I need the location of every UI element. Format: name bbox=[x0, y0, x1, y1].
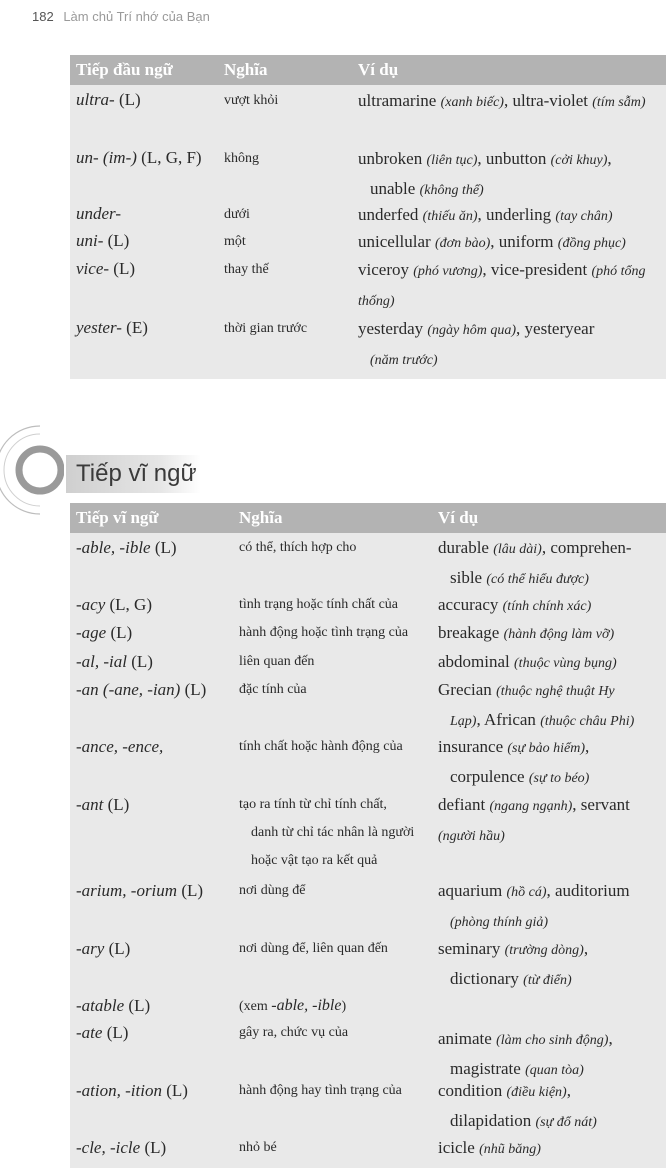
column-header-suffix: Tiếp vĩ ngữ bbox=[76, 508, 159, 527]
column-header-example: Ví dụ bbox=[358, 60, 399, 79]
example-cell: defiant (ngang ngạnh), servant (người hầu) bbox=[438, 795, 630, 844]
affix-cell: -acy (L, G) bbox=[76, 595, 152, 614]
column-header-prefix: Tiếp đầu ngữ bbox=[76, 60, 173, 79]
meaning-cell: vượt khỏi bbox=[224, 93, 279, 108]
affix-cell: -ant (L) bbox=[76, 795, 130, 814]
affix-cell: -age (L) bbox=[76, 623, 133, 642]
affix-cell: vice- (L) bbox=[76, 259, 135, 278]
affix-cell: -ary (L) bbox=[76, 939, 131, 958]
affix-cell: -cle, -icle (L) bbox=[76, 1138, 167, 1157]
table-header bbox=[70, 55, 666, 85]
meaning-cell: nơi dùng để bbox=[239, 883, 306, 898]
meaning-cell: đặc tính của bbox=[239, 682, 307, 697]
page-header bbox=[32, 9, 210, 24]
example-cell: ultramarine (xanh biếc), ultra-violet (tím sẫm) bbox=[358, 91, 646, 110]
meaning-cell: không bbox=[224, 151, 259, 166]
example-cell: unicellular (đơn bào), uniform (đồng phục) bbox=[358, 232, 626, 251]
meaning-cell: liên quan đến bbox=[239, 654, 315, 669]
meaning-cell: tạo ra tính từ chỉ tính chất, danh từ chỉ tác nhân là người hoặc vật tạo ra kết quả bbox=[239, 797, 415, 868]
running-title: Làm chủ Trí nhớ của Bạn bbox=[63, 9, 210, 24]
section-title: Tiếp vĩ ngữ bbox=[66, 455, 201, 493]
meaning-cell: (xem -able, -ible) bbox=[239, 997, 347, 1014]
affix-cell: -atable (L) bbox=[76, 996, 151, 1015]
affix-cell: -ance, -ence, bbox=[76, 737, 164, 756]
column-header-example: Ví dụ bbox=[438, 508, 479, 527]
meaning-cell: thời gian trước bbox=[224, 321, 308, 336]
example-cell: durable (lâu dài), comprehen- sible (có thể hiểu được) bbox=[438, 538, 632, 587]
example-cell: Grecian (thuộc nghệ thuật Hy Lạp), African (thuộc châu Phi) bbox=[438, 680, 635, 729]
example-cell: insurance (sự bảo hiểm), corpulence (sự to béo) bbox=[438, 737, 590, 786]
column-header-meaning: Nghĩa bbox=[224, 60, 268, 79]
meaning-cell: hành động hoặc tình trạng của bbox=[239, 625, 409, 640]
meaning-cell: tính chất hoặc hành động của bbox=[239, 739, 403, 754]
example-cell: breakage (hành động làm vỡ) bbox=[438, 623, 615, 642]
affix-cell: -able, -ible (L) bbox=[76, 538, 177, 557]
affix-cell: -an (-ane, -ian) (L) bbox=[76, 680, 207, 699]
affix-cell: -ate (L) bbox=[76, 1023, 129, 1042]
page-number: 182 bbox=[32, 9, 54, 24]
affix-cell: -ation, -ition (L) bbox=[76, 1081, 188, 1100]
section-circle-icon bbox=[0, 420, 64, 520]
meaning-cell: có thể, thích hợp cho bbox=[239, 540, 357, 555]
example-cell: seminary (trường dòng), dictionary (từ điển) bbox=[438, 939, 589, 988]
example-cell: abdominal (thuộc vùng bụng) bbox=[438, 652, 617, 671]
meaning-cell: nhỏ bé bbox=[239, 1140, 277, 1155]
example-cell: animate (làm cho sinh động), magistrate (quan tòa) bbox=[438, 1029, 613, 1078]
affix-cell: ultra- (L) bbox=[76, 90, 141, 109]
meaning-cell: hành động hay tình trạng của bbox=[239, 1083, 402, 1098]
affix-cell: -al, -ial (L) bbox=[76, 652, 153, 671]
example-cell: underfed (thiếu ăn), underling (tay chân) bbox=[358, 205, 613, 224]
example-cell: condition (điều kiện), dilapidation (sự đổ nát) bbox=[438, 1081, 597, 1130]
meaning-cell: tình trạng hoặc tính chất của bbox=[239, 597, 398, 612]
example-cell: icicle (nhũ băng) bbox=[438, 1138, 541, 1157]
example-cell: accuracy (tính chính xác) bbox=[438, 595, 592, 614]
suffix-table bbox=[70, 503, 666, 1168]
prefix-table bbox=[70, 55, 666, 379]
example-cell: yesterday (ngày hôm qua), yesteryear (năm trước) bbox=[358, 319, 595, 368]
table-header bbox=[70, 503, 666, 533]
affix-cell: un- (im-) (L, G, F) bbox=[76, 148, 202, 167]
meaning-cell: thay thế bbox=[224, 262, 269, 277]
example-cell: aquarium (hồ cá), auditorium (phòng thính giả) bbox=[438, 881, 630, 930]
example-cell: viceroy (phó vương), vice-president (phó tổng thống) bbox=[358, 260, 646, 309]
meaning-cell: gây ra, chức vụ của bbox=[239, 1025, 349, 1040]
meaning-cell: dưới bbox=[224, 207, 250, 222]
meaning-cell: nơi dùng để, liên quan đến bbox=[239, 941, 388, 956]
affix-cell: yester- (E) bbox=[76, 318, 148, 337]
example-cell: unbroken (liên tục), unbutton (cởi khuy), unable (không thể) bbox=[358, 149, 612, 198]
meaning-cell: một bbox=[224, 234, 246, 249]
affix-cell: uni- (L) bbox=[76, 231, 130, 250]
affix-cell: -arium, -orium (L) bbox=[76, 881, 204, 900]
affix-cell: under- bbox=[76, 204, 121, 223]
column-header-meaning: Nghĩa bbox=[239, 508, 283, 527]
